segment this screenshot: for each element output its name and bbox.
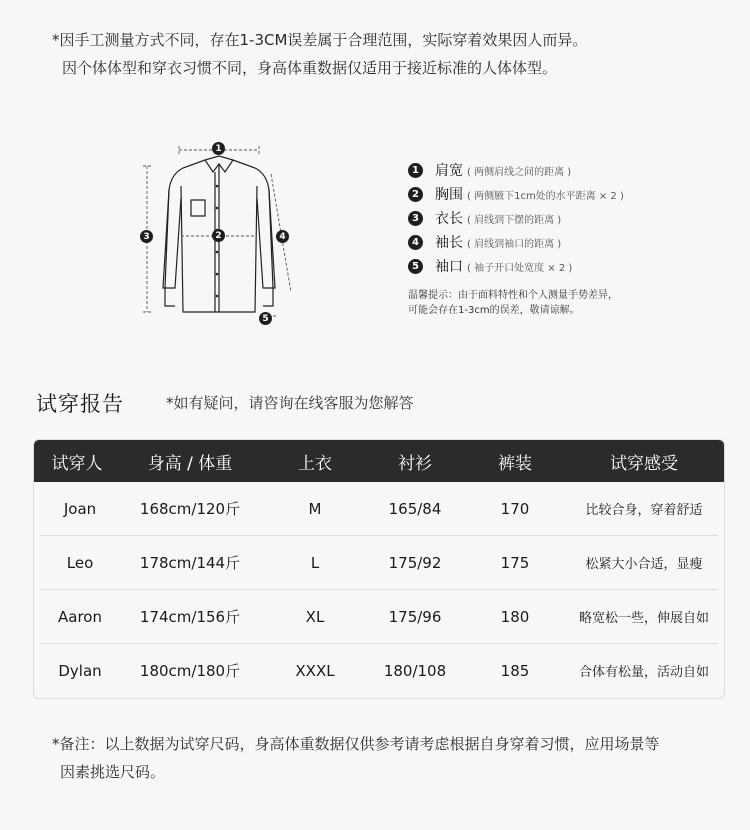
marker-3: 3 <box>140 230 153 243</box>
cell-height-weight: 178cm/144斤 <box>139 554 241 572</box>
cell-pants: 185 <box>500 661 530 680</box>
remark-line-1: *备注：以上数据为试穿尺码，身高体重数据仅供参考请考虑根据自身穿着习惯，应用场景等 <box>52 735 660 753</box>
tips-line-1: 温馨提示：由于面料特性和个人测量手势差异， <box>408 290 618 301</box>
cell-shirt: 165/84 <box>388 499 442 518</box>
trial-report-subtitle: *如有疑问，请咨询在线客服为您解答 <box>166 394 414 412</box>
cell-pants: 175 <box>500 553 530 572</box>
table-row <box>40 482 718 536</box>
cell-tester: Leo <box>66 553 94 572</box>
cell-tester: Aaron <box>58 607 102 626</box>
marker-1: 1 <box>212 142 225 155</box>
legend-number: 3 <box>408 211 423 226</box>
table-row <box>40 644 718 697</box>
legend-description: ( 肩线到袖口的距离 ) <box>467 238 562 250</box>
cell-feedback: 合体有松量，活动自如 <box>578 665 709 680</box>
cell-tester: Dylan <box>58 661 102 680</box>
marker-5: 5 <box>259 312 272 325</box>
trial-report-title: 试穿报告 <box>36 392 124 416</box>
legend-title: 袖长 <box>435 235 463 251</box>
legend-description: ( 两侧腋下1cm处的水平距离 × 2 ) <box>467 190 624 202</box>
bottom-remark <box>52 730 712 786</box>
cell-feedback: 略宽松一些，伸展自如 <box>578 611 709 626</box>
legend-number: 2 <box>408 187 423 202</box>
legend-number: 4 <box>408 235 423 250</box>
header-pants: 裤装 <box>498 453 532 474</box>
cell-shirt: 175/92 <box>388 553 442 572</box>
legend-item-shoulder <box>408 158 738 182</box>
marker-2: 2 <box>212 229 225 242</box>
header-feedback: 试穿感受 <box>610 453 678 474</box>
cell-top: XL <box>305 607 325 626</box>
shirt-measurement-diagram <box>135 138 305 328</box>
trial-report-table <box>33 439 725 699</box>
disclaimer-line-2: 因个体体型和穿衣习惯不同，身高体重数据仅适用于接近标准的人体体型。 <box>62 59 558 77</box>
measurement-legend <box>408 158 738 278</box>
legend-description: ( 肩线到下摆的距离 ) <box>467 214 562 226</box>
remark-line-2: 因素挑选尺码。 <box>60 763 166 781</box>
cell-shirt: 180/108 <box>383 661 447 680</box>
legend-item-sleeve <box>408 230 738 254</box>
table-row <box>40 536 718 590</box>
cell-pants: 180 <box>500 607 530 626</box>
legend-number: 1 <box>408 163 423 178</box>
cell-shirt: 175/96 <box>388 607 442 626</box>
cell-height-weight: 180cm/180斤 <box>139 662 241 680</box>
legend-item-chest <box>408 182 738 206</box>
legend-title: 衣长 <box>435 211 463 227</box>
header-shirt: 衬衫 <box>398 453 432 474</box>
marker-4: 4 <box>276 230 289 243</box>
legend-title: 袖口 <box>435 259 463 275</box>
cell-top: M <box>308 499 322 518</box>
cell-tester: Joan <box>63 499 97 518</box>
legend-title: 胸围 <box>435 187 463 203</box>
legend-number: 5 <box>408 259 423 274</box>
legend-item-cuff <box>408 254 738 278</box>
table-header <box>34 440 724 482</box>
cell-top: XXXL <box>295 661 335 680</box>
cell-height-weight: 174cm/156斤 <box>139 608 241 626</box>
header-height-weight: 身高 / 体重 <box>147 453 233 474</box>
header-top: 上衣 <box>298 453 332 474</box>
legend-description: ( 袖子开口处宽度 × 2 ) <box>467 262 573 274</box>
table-row <box>40 590 718 644</box>
cell-pants: 170 <box>500 499 530 518</box>
legend-item-length <box>408 206 738 230</box>
top-disclaimer <box>52 26 732 82</box>
cell-height-weight: 168cm/120斤 <box>139 500 241 518</box>
header-tester: 试穿人 <box>51 453 103 474</box>
cell-top: L <box>310 553 320 572</box>
cell-feedback: 松紧大小合适，显瘦 <box>585 557 703 572</box>
tips-line-2: 可能会存在1-3cm的误差，敬请谅解。 <box>408 305 580 316</box>
disclaimer-line-1: *因手工测量方式不同，存在1-3CM误差属于合理范围，实际穿着效果因人而异。 <box>52 31 588 49</box>
measurement-tips <box>408 288 618 318</box>
cell-feedback: 比较合身，穿着舒适 <box>585 503 703 518</box>
legend-title: 肩宽 <box>435 163 463 179</box>
legend-description: ( 两侧肩线之间的距离 ) <box>467 166 572 178</box>
